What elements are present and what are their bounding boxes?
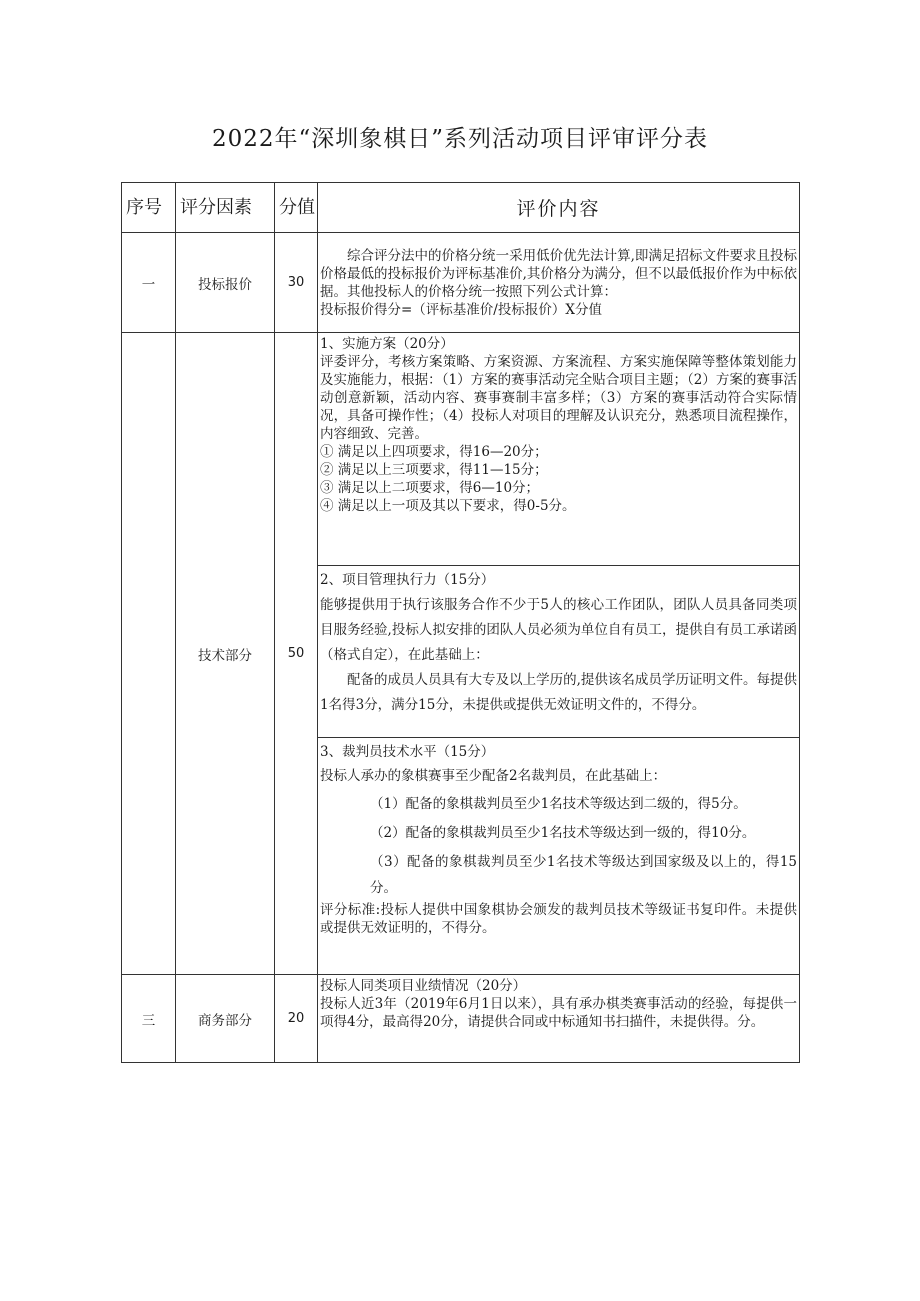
section-body: 评委评分，考核方案策略、方案资源、方案流程、方案实施保障等整体策划能力及实施能力，根据：（1）方案的赛事活动完全贴合项目主题；（2）方案的赛事活动创意新颖，活动内容、赛事赛制丰富多样；（3）方案的赛事活动符合实际情况，具备可操作性；（4）投标人对项目的理解及认识充分，熟悉项目流程操作，内容细致、完善。 — [320, 354, 797, 442]
section-heading: 3、裁判员技术水平（15分） — [320, 744, 495, 760]
tech-section-3 — [318, 737, 799, 974]
section-item: ② 满足以上三项要求，得11—15分； — [320, 462, 548, 478]
section-heading: 2、项目管理执行力（15分） — [320, 572, 495, 588]
header-no: 序号 — [122, 183, 176, 233]
section-heading: 投标人同类项目业绩情况（20分） — [320, 978, 527, 994]
section-body: 能够提供用于执行该服务合作不少于5人的核心工作团队，团队人员具备同类项目服务经验,投标人拟安排的团队人员必须为单位自有员工，提供自有员工承诺函（格式自定），在此基础上： — [320, 597, 797, 663]
section-detail: 配备的成员人员具有大专及以上学历的,提供该名成员学历证明文件。每提供1名得3分，满分15分，未提供或提供无效证明文件的，不得分。 — [320, 672, 797, 713]
section-item: （1）配备的象棋裁判员至少1名技术等级达到二级的，得5分。 — [370, 796, 747, 812]
table-header-row — [122, 183, 800, 233]
row-value: 50 — [275, 333, 318, 975]
row-factor: 商务部分 — [176, 975, 275, 1063]
row-value: 20 — [275, 975, 318, 1063]
tech-section-1 — [318, 333, 799, 565]
section-body: 投标人近3年（2019年6月1日以来），具有承办棋类赛事活动的经验，每提供一项得4分，最高得20分，请提供合同或中标通知书扫描件，未提供得。分。 — [320, 996, 797, 1030]
row-factor: 技术部分 — [176, 333, 275, 975]
table-row — [122, 975, 800, 1063]
section-criteria: 评分标准:投标人提供中国象棋协会颁发的裁判员技术等级证书复印件。未提供或提供无效证明的，不得分。 — [320, 902, 797, 936]
price-formula-text: 投标报价得分=（评标基准价/投标报价）X分值 — [320, 301, 602, 318]
section-body: 投标人承办的象棋赛事至少配备2名裁判员，在此基础上： — [320, 768, 667, 784]
row-content — [318, 333, 800, 975]
row-no: 三 — [122, 975, 176, 1063]
price-rule-text: 综合评分法中的价格分统一采用低价优先法计算,即满足招标文件要求且投标价格最低的投标报价为评标基准价,其价格分为满分，但不以最低报价作为中标依据。其他投标人的价格分统一按照下列公式计算： — [320, 247, 797, 300]
section-item: （3）配备的象棋裁判员至少1名技术等级达到国家级及以上的，得15分。 — [370, 854, 797, 896]
row-no — [122, 333, 176, 975]
row-content — [318, 233, 800, 333]
header-content: 评价内容 — [318, 183, 800, 233]
scoring-table — [121, 182, 800, 1063]
row-content — [318, 975, 800, 1063]
section-item: ④ 满足以上一项及其以下要求，得0-5分。 — [320, 498, 576, 514]
tech-section-2 — [318, 565, 799, 737]
row-no: 一 — [122, 233, 176, 333]
page-title: 2022年“深圳象棋日”系列活动项目评审评分表 — [211, 126, 709, 152]
section-item: ③ 满足以上二项要求，得6—10分； — [320, 480, 540, 496]
row-factor: 投标报价 — [176, 233, 275, 333]
header-value: 分值 — [275, 183, 318, 233]
section-item: ① 满足以上四项要求，得16—20分； — [320, 444, 548, 460]
table-row — [122, 333, 800, 975]
table-row — [122, 233, 800, 333]
row-value: 30 — [275, 233, 318, 333]
section-heading: 1、实施方案（20分） — [320, 336, 454, 352]
header-factor: 评分因素 — [176, 183, 275, 233]
section-item: （2）配备的象棋裁判员至少1名技术等级达到一级的，得10分。 — [370, 825, 756, 841]
